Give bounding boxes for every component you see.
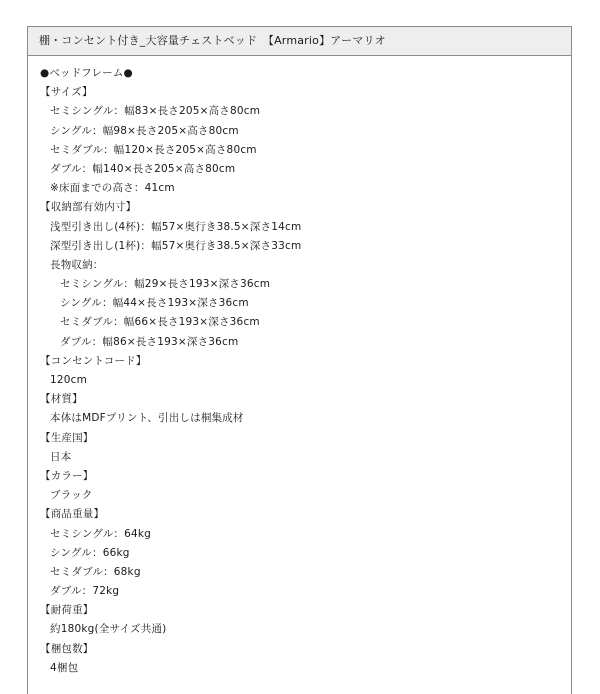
size-semi-single: セミシングル：幅83×長さ205×高さ80cm [50, 105, 261, 118]
packages-value: 4梱包 [50, 661, 79, 674]
section-outlet-cord: 【コンセントコード】 [40, 354, 147, 367]
weight-single: シングル：66kg [50, 546, 130, 559]
weight-semi-double: セミダブル：68kg [50, 565, 141, 578]
color-value: ブラック [50, 489, 93, 502]
section-size: 【サイズ】 [40, 86, 93, 99]
section-weight: 【商品重量】 [40, 508, 105, 521]
size-floor-height: ※床面までの高さ：41cm [50, 182, 175, 195]
section-origin: 【生産国】 [40, 431, 94, 444]
storage-long-single: シングル：幅44×長さ193×深さ36cm [60, 297, 249, 310]
size-double: ダブル：幅140×長さ205×高さ80cm [50, 162, 236, 175]
origin-value: 日本 [50, 450, 72, 463]
frame-heading: ●ベッドフレーム● [40, 67, 133, 79]
storage-shallow-drawer: 浅型引き出し(4杯)：幅57×奥行き38.5×深さ14cm [50, 220, 302, 233]
storage-long-semi-double: セミダブル：幅66×長さ193×深さ36cm [60, 316, 260, 329]
material-value: 本体はMDFプリント、引出しは桐集成材 [50, 412, 244, 425]
outlet-cord-length: 120cm [50, 374, 88, 386]
size-semi-double: セミダブル：幅120×長さ205×高さ80cm [50, 143, 257, 156]
section-load-capacity: 【耐荷重】 [40, 604, 94, 617]
weight-semi-single: セミシングル：64kg [50, 527, 152, 540]
storage-long-semi-single: セミシングル：幅29×長さ193×深さ36cm [60, 278, 271, 291]
storage-long-label: 長物収納： [50, 258, 104, 271]
spec-list [28, 56, 571, 678]
storage-deep-drawer: 深型引き出し(1杯)：幅57×奥行き38.5×深さ33cm [50, 239, 302, 252]
spec-panel [27, 26, 572, 694]
section-packages: 【梱包数】 [40, 642, 94, 655]
section-color: 【カラー】 [40, 469, 94, 482]
section-storage: 【収納部有効内寸】 [40, 201, 137, 214]
section-material: 【材質】 [40, 393, 83, 406]
storage-long-double: ダブル：幅86×長さ193×深さ36cm [60, 335, 239, 348]
load-capacity-value: 約180kg(全サイズ共通) [50, 623, 167, 636]
product-title: 棚・コンセント付き_大容量チェストベッド 【Armario】アーマリオ [28, 27, 571, 56]
weight-double: ダブル：72kg [50, 585, 120, 598]
size-single: シングル：幅98×長さ205×高さ80cm [50, 124, 239, 137]
